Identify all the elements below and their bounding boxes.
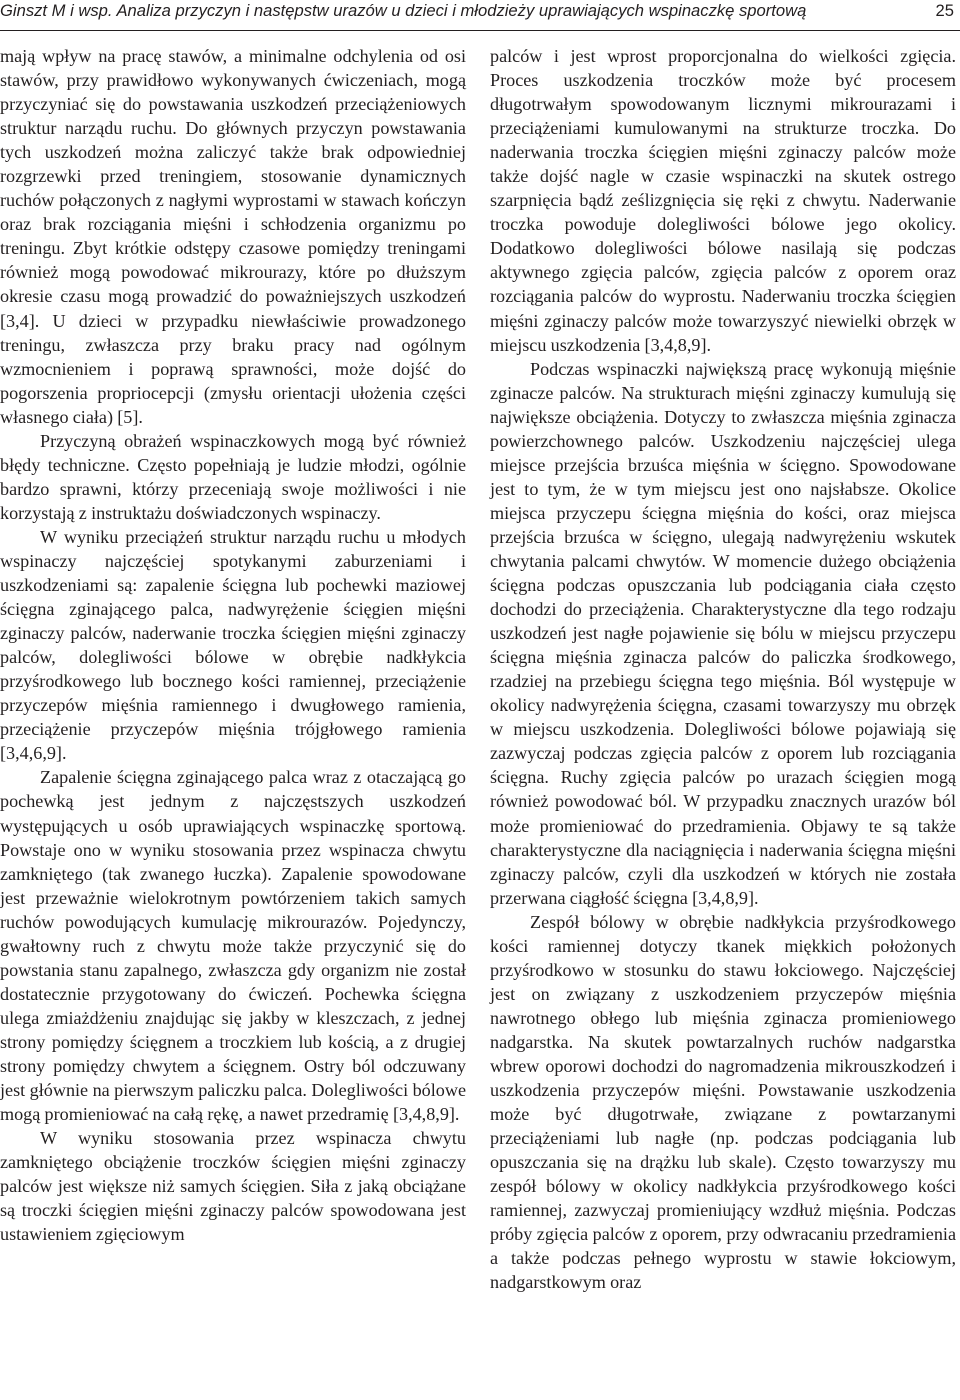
paragraph: Przyczyną obrażeń wspinaczkowych mogą być również błędy techniczne. Często popełniają je ludzie młodzi, ogólnie bardzo sprawni, którzy przeceniają swoje możliwości i nie korzystają z instruktażu doświadczonych wspinaczy.: [0, 430, 466, 523]
paragraph: palców i jest wprost proporcjonalna do wielkości zgięcia. Proces uszkodzenia troczków może być procesem długotrwałym spowodowanym licznymi mikrourazami i przeciążeniami kumulowanymi na strukturze troczka. Do naderwania troczka ścięgien mięśni zginaczy palców może także dojść nagle w czasie wspinaczki na skutek ostrego szarpnięcia bądź ześlizgnięcia się ręki z chwytu. Naderwanie troczka powoduje dolegliwości bólowe jego okolicy. Dodatkowo dolegliwości bólowe nasilają się podczas aktywnego zgięcia palców, zgięcia palców z oporem oraz rozciągania palców do wyprostu. Naderwaniu troczka ścięgien mięśni zginaczy palców może towarzyszyć niewielki obrzęk w miejscu uszkodzenia [3,4,8,9].: [490, 46, 956, 355]
paragraph: W wyniku przeciążeń struktur narządu ruchu u młodych wspinaczy najczęściej spotykanymi zaburzeniami i uszkodzeniami są: zapalenie ścięgna lub pochewki maziowej ścięgna zginającego palca, nadwyrężenie ścięgien mięśni zginaczy palców, naderwanie troczka ścięgien mięśni zginaczy palców, dolegliwości bólowe w obrębie nadkłykcia przyśrodkowego lub bocznego kości ramiennej, przeciążenie przyczepów mięśnia ramiennego i dwugłowego ramienia, przeciążenie przyczepów mięśnia trójgłowego ramienia [3,4,6,9].: [0, 526, 466, 764]
running-header: [0, 0, 960, 31]
right-column: [490, 44, 956, 1294]
paragraph: W wyniku stosowania przez wspinacza chwytu zamkniętego obciążenie troczków ścięgien mięśni zginaczy palców jest większe niż samych ścięgien. Siła z jaką obciążane są troczki ścięgien mięśni zginaczy palców spowodowana jest ustawieniem zgięciowym: [0, 1128, 466, 1245]
paragraph: Podczas wspinaczki największą pracę wykonują mięśnie zginacze palców. Na strukturach mięśni zginaczy kumulują się największe obciążenia. Dotyczy to zwłaszcza mięśnia zginacza powierzchownego palców. Uszkodzeniu najczęściej ulega miejsce przejścia brzuśca mięśnia w ścięgno. Spowodowane jest to tym, że w tym miejscu jest ono najsłabsze. Okolice miejsca przyczepu ścięgna mięśnia do kości, oraz miejsca przejścia brzuśca w ścięgno, ulegają nadwyrężeniu wskutek chwytania palcami chwytów. W momencie dużego obciążenia ścięgna podczas opuszczania lub podciągania ciała często dochodzi do przeciążenia. Charakterystyczne dla tego rodzaju uszkodzeń jest nagłe pojawienie się bólu w miejscu przyczepu ścięgna mięśnia zginacza palców do paliczka środkowego, rzadziej na przebiegu ścięgna tego mięśnia. Ból występuje w okolicy nadwyrężenia ścięgna, czasami towarzyszy mu obrzęk w miejscu uszkodzenia. Dolegliwości bólowe pojawiają się zazwyczaj podczas zgięcia palców z oporem lub rozciągania ścięgna. Ruchy zgięcia palców po urazach ścięgien mogą również powodować ból. W przypadku znacznych urazów ból może promieniować do przedramienia. Objawy te są także charakterystyczne dla naciągnięcia i naderwania ścięgna mięśni zginaczy palców, czyli dla uszkodzeń w których nie została przerwana ciągłość ścięgna [3,4,8,9].: [490, 358, 956, 908]
left-column: [0, 44, 466, 1246]
page-number: 25: [935, 1, 954, 20]
paragraph: Zapalenie ścięgna zginającego palca wraz z otaczającą go pochewką jest jednym z najczęstszych uszkodzeń występujących u osób uprawiających wspinaczkę sportową. Powstaje ono w wyniku stosowania przez wspinacza chwytu zamkniętego (tak zwanego łuczka). Zapalenie spowodowane jest przeważnie wielokrotnym powtórzeniem takich samych ruchów powodujących kumulację mikrourazów. Pojedynczy, gwałtowny ruch z chwytu może także przyczynić się do powstania stanu zapalnego, zwłaszcza gdy organizm nie został dostatecznie przygotowany do ćwiczeń. Pochewka ścięgna ulega zmiażdżeniu znajdując się jakby w kleszczach, z jednej strony pomiędzy ścięgnem a troczkiem lub kością, a z drugiej strony pomiędzy chwytem a ścięgnem. Ostry ból odczuwany jest głównie na pierwszym paliczku palca. Dolegliwości bólowe mogą promieniować na całą rękę, a nawet przedramię [3,4,8,9].: [0, 767, 466, 1125]
paragraph: mają wpływ na pracę stawów, a minimalne odchylenia od osi stawów, przy prawidłowo wykonywanych ćwiczeniach, mogą przyczyniać się do powstawania uszkodzeń przeciążeniowych struktur narządu ruchu. Do głównych przyczyn powstawania tych uszkodzeń można zaliczyć także brak odpowiedniej rozgrzewki przed treningiem, stosowanie dynamicznych ruchów połączonych z nagłymi wyprostami w stawach kończyn oraz brak rozciągania mięśni i schłodzenia organizmu po treningu. Zbyt krótkie odstępy czasowe pomiędzy treningami również mogą powodować mikrourazy, które po dłuższym okresie czasu mogą prowadzić do poważniejszych uszkodzeń [3,4]. U dzieci w przypadku niewłaściwie prowadzonego treningu, zwłaszcza przy braku pracy nad ogólnym wzmocnieniem i poprawą sprawności, może dojść do pogorszenia propriocepcji (zmysłu orientacji ułożenia części własnego ciała) [5].: [0, 46, 466, 427]
running-title: Ginszt M i wsp. Analiza przyczyn i następstw urazów u dzieci i młodzieży uprawiających wspinaczkę sportową: [0, 1, 807, 20]
paragraph: Zespół bólowy w obrębie nadkłykcia przyśrodkowego kości ramiennej dotyczy tkanek miękkich położonych przyśrodkowo w stosunku do stawu łokciowego. Najczęściej jest on związany z uszkodzeniem przyczepów mięśnia nawrotnego obłego lub mięśnia zginacza promieniowego nadgarstka. Na skutek powtarzalnych ruchów nadgarstka wbrew oporowi dochodzi do nagromadzenia mikrouszkodzeń i uszkodzenia przyczepów mięśni. Powstawanie uszkodzenia może być długotrwałe, związane z powtarzanymi przeciążeniami lub nagłe (np. podczas podciągania lub opuszczania się na drążku lub skale). Często towarzyszy mu zespół bólowy w okolicy nadkłykcia przyśrodkowego kości ramiennej, zazwyczaj promieniujący wzdłuż mięśnia. Podczas próby zgięcia palców z oporem, przy odwracaniu przedramienia a także podczas pełnego wyprostu w stawie łokciowym, nadgarstkowym oraz: [490, 911, 956, 1293]
